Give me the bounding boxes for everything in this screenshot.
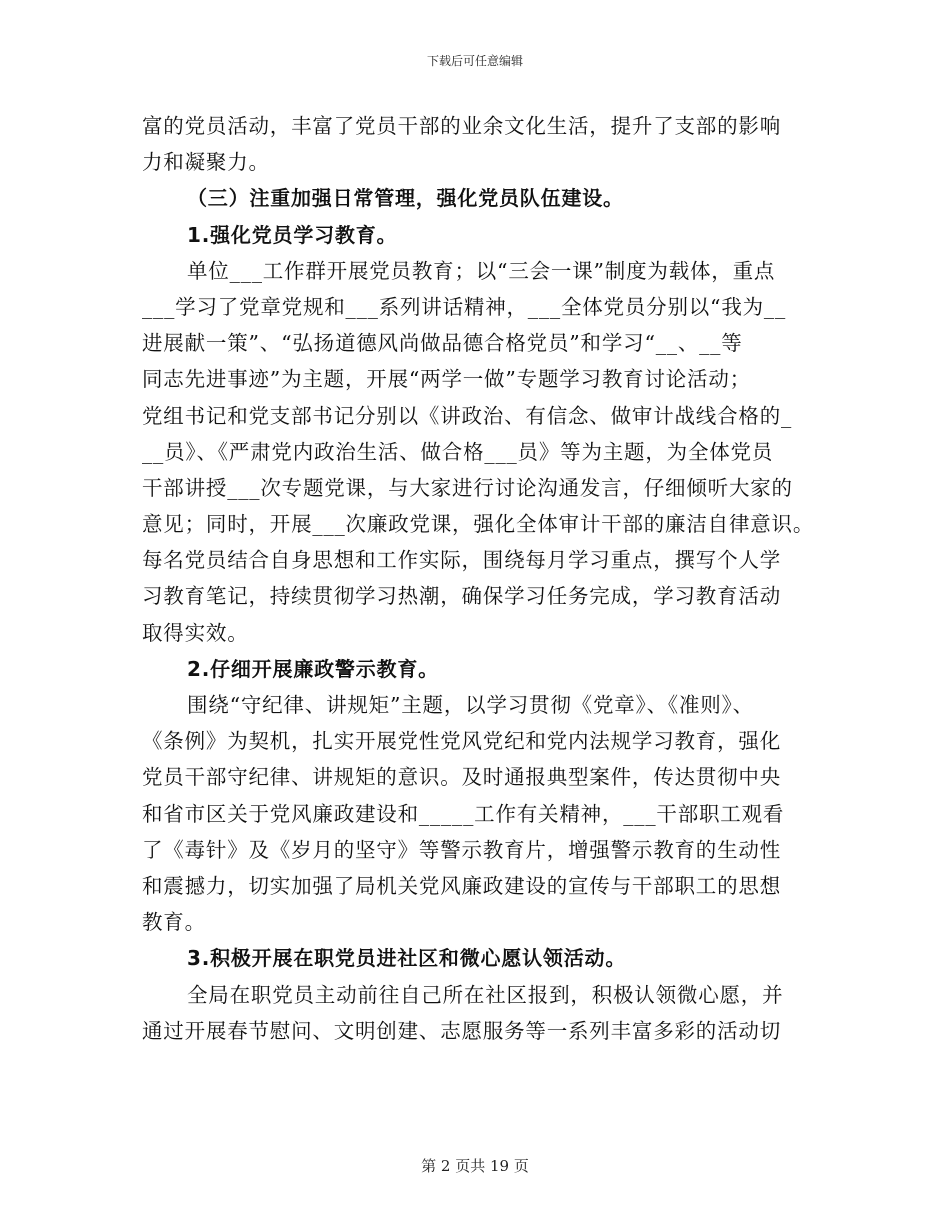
text-line: 教育。 — [142, 910, 206, 935]
page-footer: 第 2 页共 19 页 — [421, 1157, 529, 1175]
text-line: 习教育笔记，持续贯彻学习热潮，确保学习任务完成，学习教育活动 — [142, 584, 781, 609]
subsection-heading: 1.强化党员学习教育。 — [187, 222, 398, 247]
subsection-heading: 3.积极开展在职党员进社区和微心愿认领活动。 — [187, 946, 627, 971]
page-header: 下载后可任意编辑 — [426, 54, 523, 68]
text-line: 党组书记和党支部书记分别以《讲政治、有信念、做审计战线合格的_ — [142, 403, 793, 428]
document-body — [142, 108, 822, 1049]
text-line: 和震撼力，切实加强了局机关党风廉政建设的宣传与干部职工的思想 — [142, 873, 781, 898]
text-line: 通过开展春节慰问、文明创建、志愿服务等一系列丰富多彩的活动切 — [142, 1018, 781, 1043]
text-line: 了《毒针》及《岁月的坚守》等警示教育片，增强警示教育的生动性 — [142, 837, 781, 862]
section-heading: （三）注重加强日常管理，强化党员队伍建设。 — [187, 186, 624, 211]
text-line: 同志先进事迹”为主题，开展“两学一做”专题学习教育讨论活动； — [142, 367, 751, 392]
text-line: 富的党员活动，丰富了党员干部的业余文化生活，提升了支部的影响 — [142, 114, 781, 138]
text-line: 进展献一策”、“弘扬道德风尚做品德合格党员”和学习“__、__等 — [142, 331, 743, 356]
text-line: ___学习了党章党规和___系列讲话精神，___全体党员分别以“我为__ — [142, 294, 787, 319]
text-line: 意见；同时，开展___次廉政党课，强化全体审计干部的廉洁自律意识。 — [142, 512, 815, 537]
text-line: 全局在职党员主动前往自己所在社区报到，积极认领微心愿，并 — [187, 982, 784, 1007]
text-line: __员》、《严肃党内政治生活、做合格___员》等为主题，为全体党员 — [142, 439, 774, 464]
text-line: 单位___工作群开展党员教育；以“三会一课”制度为载体，重点 — [187, 258, 776, 283]
text-line: 《条例》为契机，扎实开展党性党风党纪和党内法规学习教育，强化 — [142, 729, 781, 754]
text-line: 干部讲授___次专题党课，与大家进行讨论沟通发言，仔细倾听大家的 — [142, 475, 793, 500]
text-line: 和省市区关于党风廉政建设和_____工作有关精神，___干部职工观看 — [142, 801, 785, 826]
text-line: 党员干部守纪律、讲规矩的意识。及时通报典型案件，传达贯彻中央 — [142, 765, 781, 790]
text-line: 围绕“守纪律、讲规矩”主题，以学习贯彻《党章》、《准则》、 — [187, 693, 754, 717]
text-line: 每名党员结合自身思想和工作实际，围绕每月学习重点，撰写个人学 — [142, 548, 781, 573]
text-line: 取得实效。 — [142, 620, 249, 645]
subsection-heading: 2.仔细开展廉政警示教育。 — [187, 656, 439, 681]
text-line: 力和凝聚力。 — [142, 150, 270, 175]
